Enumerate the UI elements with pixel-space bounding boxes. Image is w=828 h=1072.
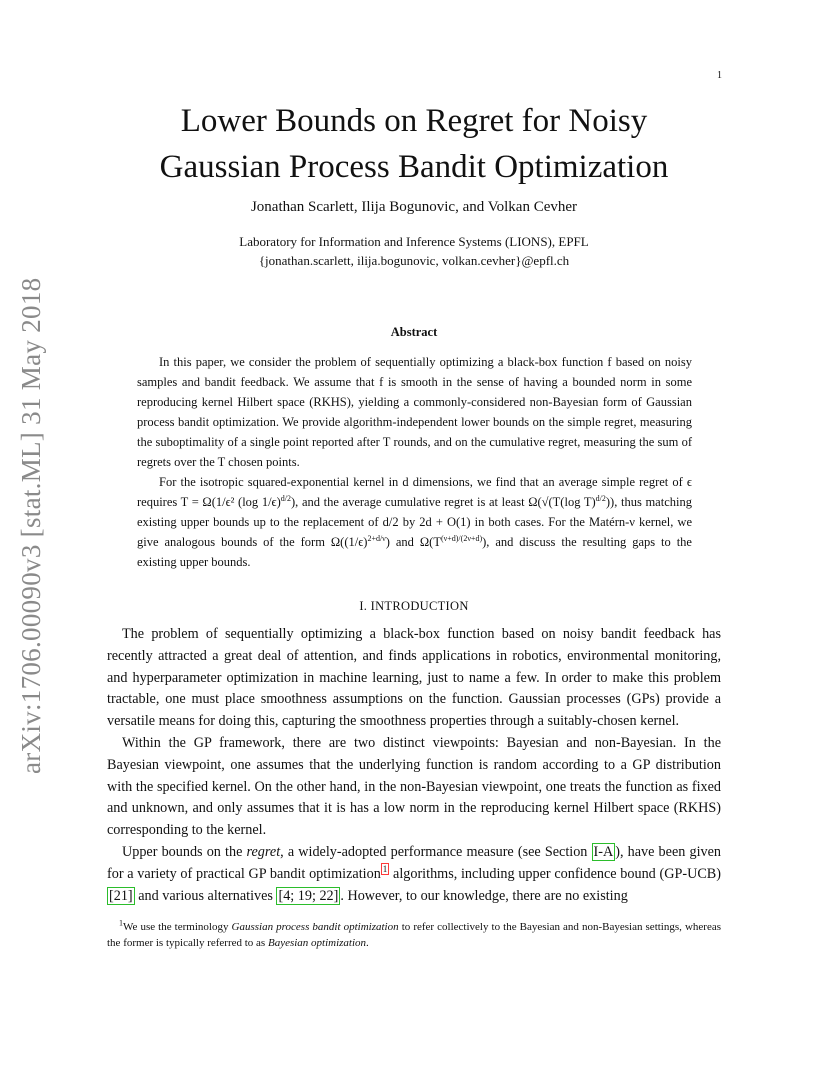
abstract-text: ), and discuss the resulting gaps to the existing upper bounds. [137,535,692,569]
title-line-2: Gaussian Process Bandit Optimization [159,149,669,185]
arxiv-identifier-stamp: arXiv:1706.00090v3 [stat.ML] 31 May 2018 [16,277,46,774]
citation-link[interactable]: [4; 19; 22] [278,887,339,904]
body-text: and various alternatives [134,887,277,904]
footnote [107,920,721,951]
footnote-text: We use the terminology [123,921,232,933]
abstract-text: )), thus matching existing upper bounds up to the replacement of d/2 by 2d + O(1) in both cases. For the Matérn-ν kernel, we give analogous bounds of the form Ω((1/ϵ) [137,495,692,549]
emphasized-term: Bayesian optimization [267,936,367,949]
math-exponent: (ν+d)/(2ν+d) [440,533,483,543]
affiliation: Laboratory for Information and Inference Systems (LIONS), EPFL [239,234,589,249]
body-text: ), have been given for a variety of practical GP bandit optimization [107,843,721,882]
emphasized-term: Gaussian process bandit optimization [231,921,399,933]
footnote-number: 1 [119,918,123,928]
paper-title [108,98,720,190]
abstract-heading: Abstract [390,325,438,339]
section-reference-link[interactable]: I-A [593,843,614,860]
section-heading: I. INTRODUCTION [359,599,469,613]
page-number: 1 [717,70,722,81]
abstract [137,352,692,572]
authors: Jonathan Scarlett, Ilija Bogunovic, and Volkan Cevher [250,199,578,215]
abstract-paragraph-1: In this paper, we consider the problem of sequentially optimizing a black-box function f based on noisy samples and bandit feedback. We assume that f is smooth in the sense of having a bounded norm in some reproducing kernel Hilbert space (RKHS), yielding a commonly-considered non-Bayesian form of Gaussian process bandit optimization. We provide algorithm-independent lower bounds on the simple regret, measuring the suboptimality of a single point reported after T rounds, and on the cumulative regret, measuring the sum of regrets over the T chosen points. [137,355,692,469]
math-exponent: d/2 [280,493,292,503]
math-exponent: d/2 [595,493,606,503]
footnote-text: . [366,936,369,949]
abstract-text: ) and Ω(T [385,535,441,549]
citation-link[interactable]: [21] [109,887,133,904]
title-line-1: Lower Bounds on Regret for Noisy [180,103,648,139]
author-emails: {jonathan.scarlett, ilija.bogunovic, volkan.cevher}@epfl.ch [258,253,570,268]
body-text: Upper bounds on the [122,843,247,860]
body-text: , a widely-adopted performance measure (see Section [280,843,592,860]
abstract-text: For the isotropic squared-exponential kernel in d dimensions, we find that an average simple regret of ϵ requires T = Ω( [137,475,692,509]
introduction-body [107,624,721,907]
math-expression: 1/ϵ² (log 1/ϵ) [215,495,281,509]
footnote-text: to refer collectively to the Bayesian and non-Bayesian settings, whereas the former is typically referred to as [107,921,721,949]
emphasized-term: regret [246,843,281,860]
abstract-text: ), and the average cumulative regret is at least Ω(√(T(log T) [291,495,596,509]
abstract-paragraph-2 [137,472,692,572]
footnote-reference-link[interactable]: 1 [382,864,388,875]
math-exponent: 2+d/ν [367,533,386,543]
body-paragraph-2: Within the GP framework, there are two distinct viewpoints: Bayesian and non-Bayesian. In the Bayesian viewpoint, one assumes that the underlying function is random according to a GP distribution with the specified kernel. On the other hand, in the non-Bayesian viewpoint, one treats the function as fixed and unknown, and only assumes that it is has a low norm in the reproducing kernel Hilbert space (RKHS) corresponding to the kernel. [107,734,721,839]
body-paragraph-3 [107,842,721,907]
affiliation-block [108,232,720,270]
body-text: . However, to our knowledge, there are no existing [340,887,628,904]
body-text: algorithms, including upper confidence bound (GP-UCB) [389,865,721,882]
body-paragraph-1: The problem of sequentially optimizing a black-box function based on noisy bandit feedback has recently attracted a great deal of attention, and finds applications in robotics, environmental monitoring, and hyperparameter optimization in machine learning, just to name a few. In order to make this problem tractable, one must place smoothness assumptions on the function. Gaussian processes (GPs) provide a versatile means for doing this, capturing the smoothness properties through a suitably-chosen kernel. [107,626,721,730]
